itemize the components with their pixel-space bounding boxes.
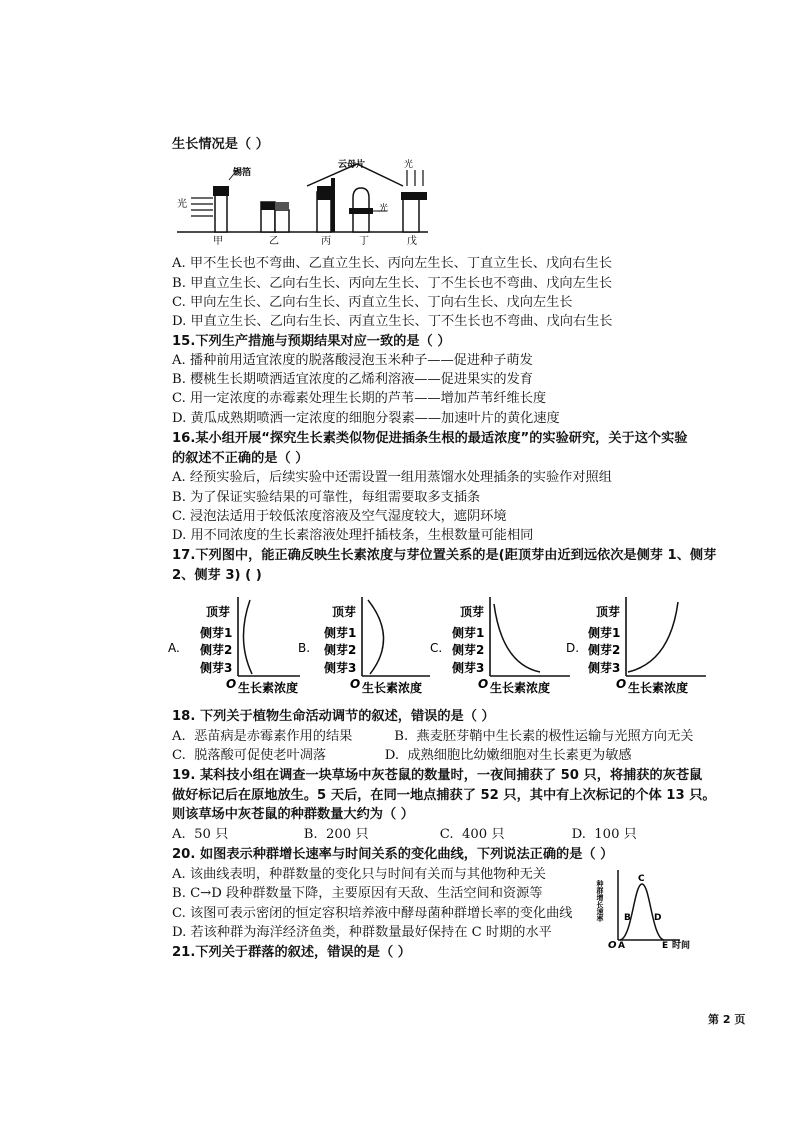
q19-stem-1: 19. 某科技小组在调查一块草场中灰苍鼠的数量时，一夜间捕获了 50 只，将捕获的灰苍鼠 (172, 768, 703, 783)
light-label-3: 光 (404, 160, 414, 170)
q14-option-b: B. 甲直立生长、乙向右生长、丙向左生长、丁不生长也不弯曲、戊向左生长 (172, 276, 613, 291)
tin-foil-label: 锡箔 (233, 168, 252, 178)
q15-option-d: D. 黄瓜成熟期喷洒一定浓度的细胞分裂素——加速叶片的黄化速度 (172, 411, 560, 426)
q14-stem-continued: 生长情况是（ ） (172, 137, 269, 152)
label-bing: 丙 (321, 236, 331, 247)
q15-option-b: B. 樱桃生长期喷洒适宜浓度的乙烯利溶液——促进果实的发育 (172, 372, 533, 387)
q14-figure (175, 156, 430, 246)
q17-c-ylabel-2: 侧芽2 (452, 643, 485, 657)
page-number: 第 2 页 (708, 1013, 746, 1026)
q18-stem: 18. 下列关于植物生命活动调节的叙述，错误的是（ ） (172, 709, 495, 724)
q18-options-row-1: A. 恶苗病是赤霉素作用的结果 B. 燕麦胚芽鞘中生长素的极性运输与光照方向无关 (172, 729, 694, 744)
label-ding: 丁 (359, 236, 369, 247)
q20-point-a: A (618, 941, 625, 951)
light-label-2: 光 (379, 204, 389, 214)
q20-option-a: A. 该曲线表明，种群数量的变化只与时间有关而与其他物种无关 (172, 867, 546, 882)
q20-graph (598, 866, 708, 956)
q20-ylabel: 种群增长速率 (596, 880, 604, 922)
q17-letter-d: D. (566, 641, 580, 655)
q17-a-ylabel-0: 顶芽 (206, 605, 231, 619)
mica-label: 云母片 (338, 160, 366, 170)
q16-option-a: A. 经预实验后，后续实验中还需设置一组用蒸馏水处理插条的实验作对照组 (172, 470, 612, 485)
q20-xlabel: 时间 (672, 941, 691, 951)
q17-d-ylabel-2: 侧芽2 (588, 643, 621, 657)
q17-graph-d (566, 592, 716, 702)
q17-graph-b (298, 592, 438, 702)
q17-letter-a: A. (168, 641, 180, 655)
q20-point-b: B (624, 913, 631, 923)
q20-point-d: D (654, 913, 662, 923)
label-yi: 乙 (269, 236, 279, 247)
q17-graph-c (430, 592, 580, 702)
q17-d-xlabel: 生长素浓度 (628, 681, 689, 695)
q17-d-ylabel-0: 顶芽 (596, 605, 621, 619)
q17-d-ylabel-1: 侧芽1 (588, 626, 621, 640)
light-label-1: 光 (177, 199, 187, 210)
q15-option-a: A. 播种前用适宜浓度的脱落酸浸泡玉米种子——促进种子萌发 (172, 353, 533, 368)
q17-c-xlabel: 生长素浓度 (490, 681, 551, 695)
q17-b-ylabel-3: 侧芽3 (324, 661, 357, 675)
q17-a-ylabel-1: 侧芽1 (200, 626, 233, 640)
q17-b-ylabel-2: 侧芽2 (324, 643, 357, 657)
q16-option-c: C. 浸泡法适用于较低浓度溶液及空气湿度较大，遮阴环境 (172, 509, 507, 524)
q16-option-d: D. 用不同浓度的生长素溶液处理扦插枝条，生根数量可能相同 (172, 528, 534, 543)
q17-letter-c: C. (430, 641, 443, 655)
q16-stem-1: 16.某小组开展“探究生长素类似物促进插条生根的最适浓度”的实验研究，关于这个实验 (172, 431, 688, 446)
q16-stem-2: 的叙述不正确的是（ ） (172, 451, 309, 466)
q17-b-ylabel-0: 顶芽 (332, 605, 357, 619)
q17-c-ylabel-1: 侧芽1 (452, 626, 485, 640)
q19-stem-3: 则该草场中灰苍鼠的种群数量大约为（ ） (172, 807, 414, 822)
q17-d-ylabel-3: 侧芽3 (588, 661, 621, 675)
q17-a-origin: O (226, 677, 237, 691)
q14-option-a: A. 甲不生长也不弯曲、乙直立生长、丙向左生长、丁直立生长、戊向右生长 (172, 256, 612, 271)
q20-option-b: B. C→D 段种群数量下降，主要原因有天敌、生活空间和资源等 (172, 886, 543, 901)
q14-option-c: C. 甲向左生长、乙向右生长、丙直立生长、丁向右生长、戊向左生长 (172, 295, 573, 310)
q17-d-origin: O (616, 677, 627, 691)
label-jia: 甲 (213, 236, 223, 247)
q19-options: A. 50 只 B. 200 只 C. 400 只 D. 100 只 (172, 827, 637, 842)
q16-option-b: B. 为了保证实验结果的可靠性，每组需要取多支插条 (172, 490, 481, 505)
q21-stem: 21.下列关于群落的叙述，错误的是（ ） (172, 945, 411, 960)
q20-point-c: C (638, 874, 645, 884)
q20-origin: O (608, 940, 617, 951)
q15-option-c: C. 用一定浓度的赤霉素处理生长期的芦苇——增加芦苇纤维长度 (172, 391, 547, 406)
q17-letter-b: B. (298, 641, 311, 655)
q17-b-ylabel-1: 侧芽1 (324, 626, 357, 640)
q17-a-ylabel-2: 侧芽2 (200, 643, 233, 657)
q20-option-d: D. 若该种群为海洋经济鱼类，种群数量最好保持在 C 时期的水平 (172, 925, 552, 940)
label-wu: 戊 (407, 236, 417, 247)
q17-a-xlabel: 生长素浓度 (238, 681, 299, 695)
q17-a-ylabel-3: 侧芽3 (200, 661, 233, 675)
q20-point-e: E (662, 941, 669, 951)
q17-stem-2: 2、侧芽 3) ( ) (172, 568, 262, 583)
q14-option-d: D. 甲直立生长、乙向右生长、丙直立生长、丁不生长也不弯曲、戊向右生长 (172, 314, 613, 329)
q19-stem-2: 做好标记后在原地放生。5 天后，在同一地点捕获了 52 只，其中有上次标记的个体 13 只。 (172, 788, 716, 803)
q20-option-c: C. 该图可表示密闭的恒定容积培养液中酵母菌种群增长率的变化曲线 (172, 906, 573, 921)
q17-c-origin: O (478, 677, 489, 691)
q17-b-origin: O (350, 677, 361, 691)
q17-stem-1: 17.下列图中，能正确反映生长素浓度与芽位置关系的是(距顶芽由近到远依次是侧芽 1、侧芽 (172, 548, 717, 563)
q18-options-row-2: C. 脱落酸可促使老叶凋落 D. 成熟细胞比幼嫩细胞对生长素更为敏感 (172, 748, 632, 763)
q17-graph-a (168, 592, 311, 702)
q20-stem: 20. 如图表示种群增长速率与时间关系的变化曲线，下列说法正确的是（ ） (172, 847, 614, 862)
q17-c-ylabel-0: 顶芽 (460, 605, 485, 619)
q15-stem: 15.下列生产措施与预期结果对应一致的是（ ） (172, 334, 451, 349)
q17-c-ylabel-3: 侧芽3 (452, 661, 485, 675)
q17-b-xlabel: 生长素浓度 (362, 681, 423, 695)
